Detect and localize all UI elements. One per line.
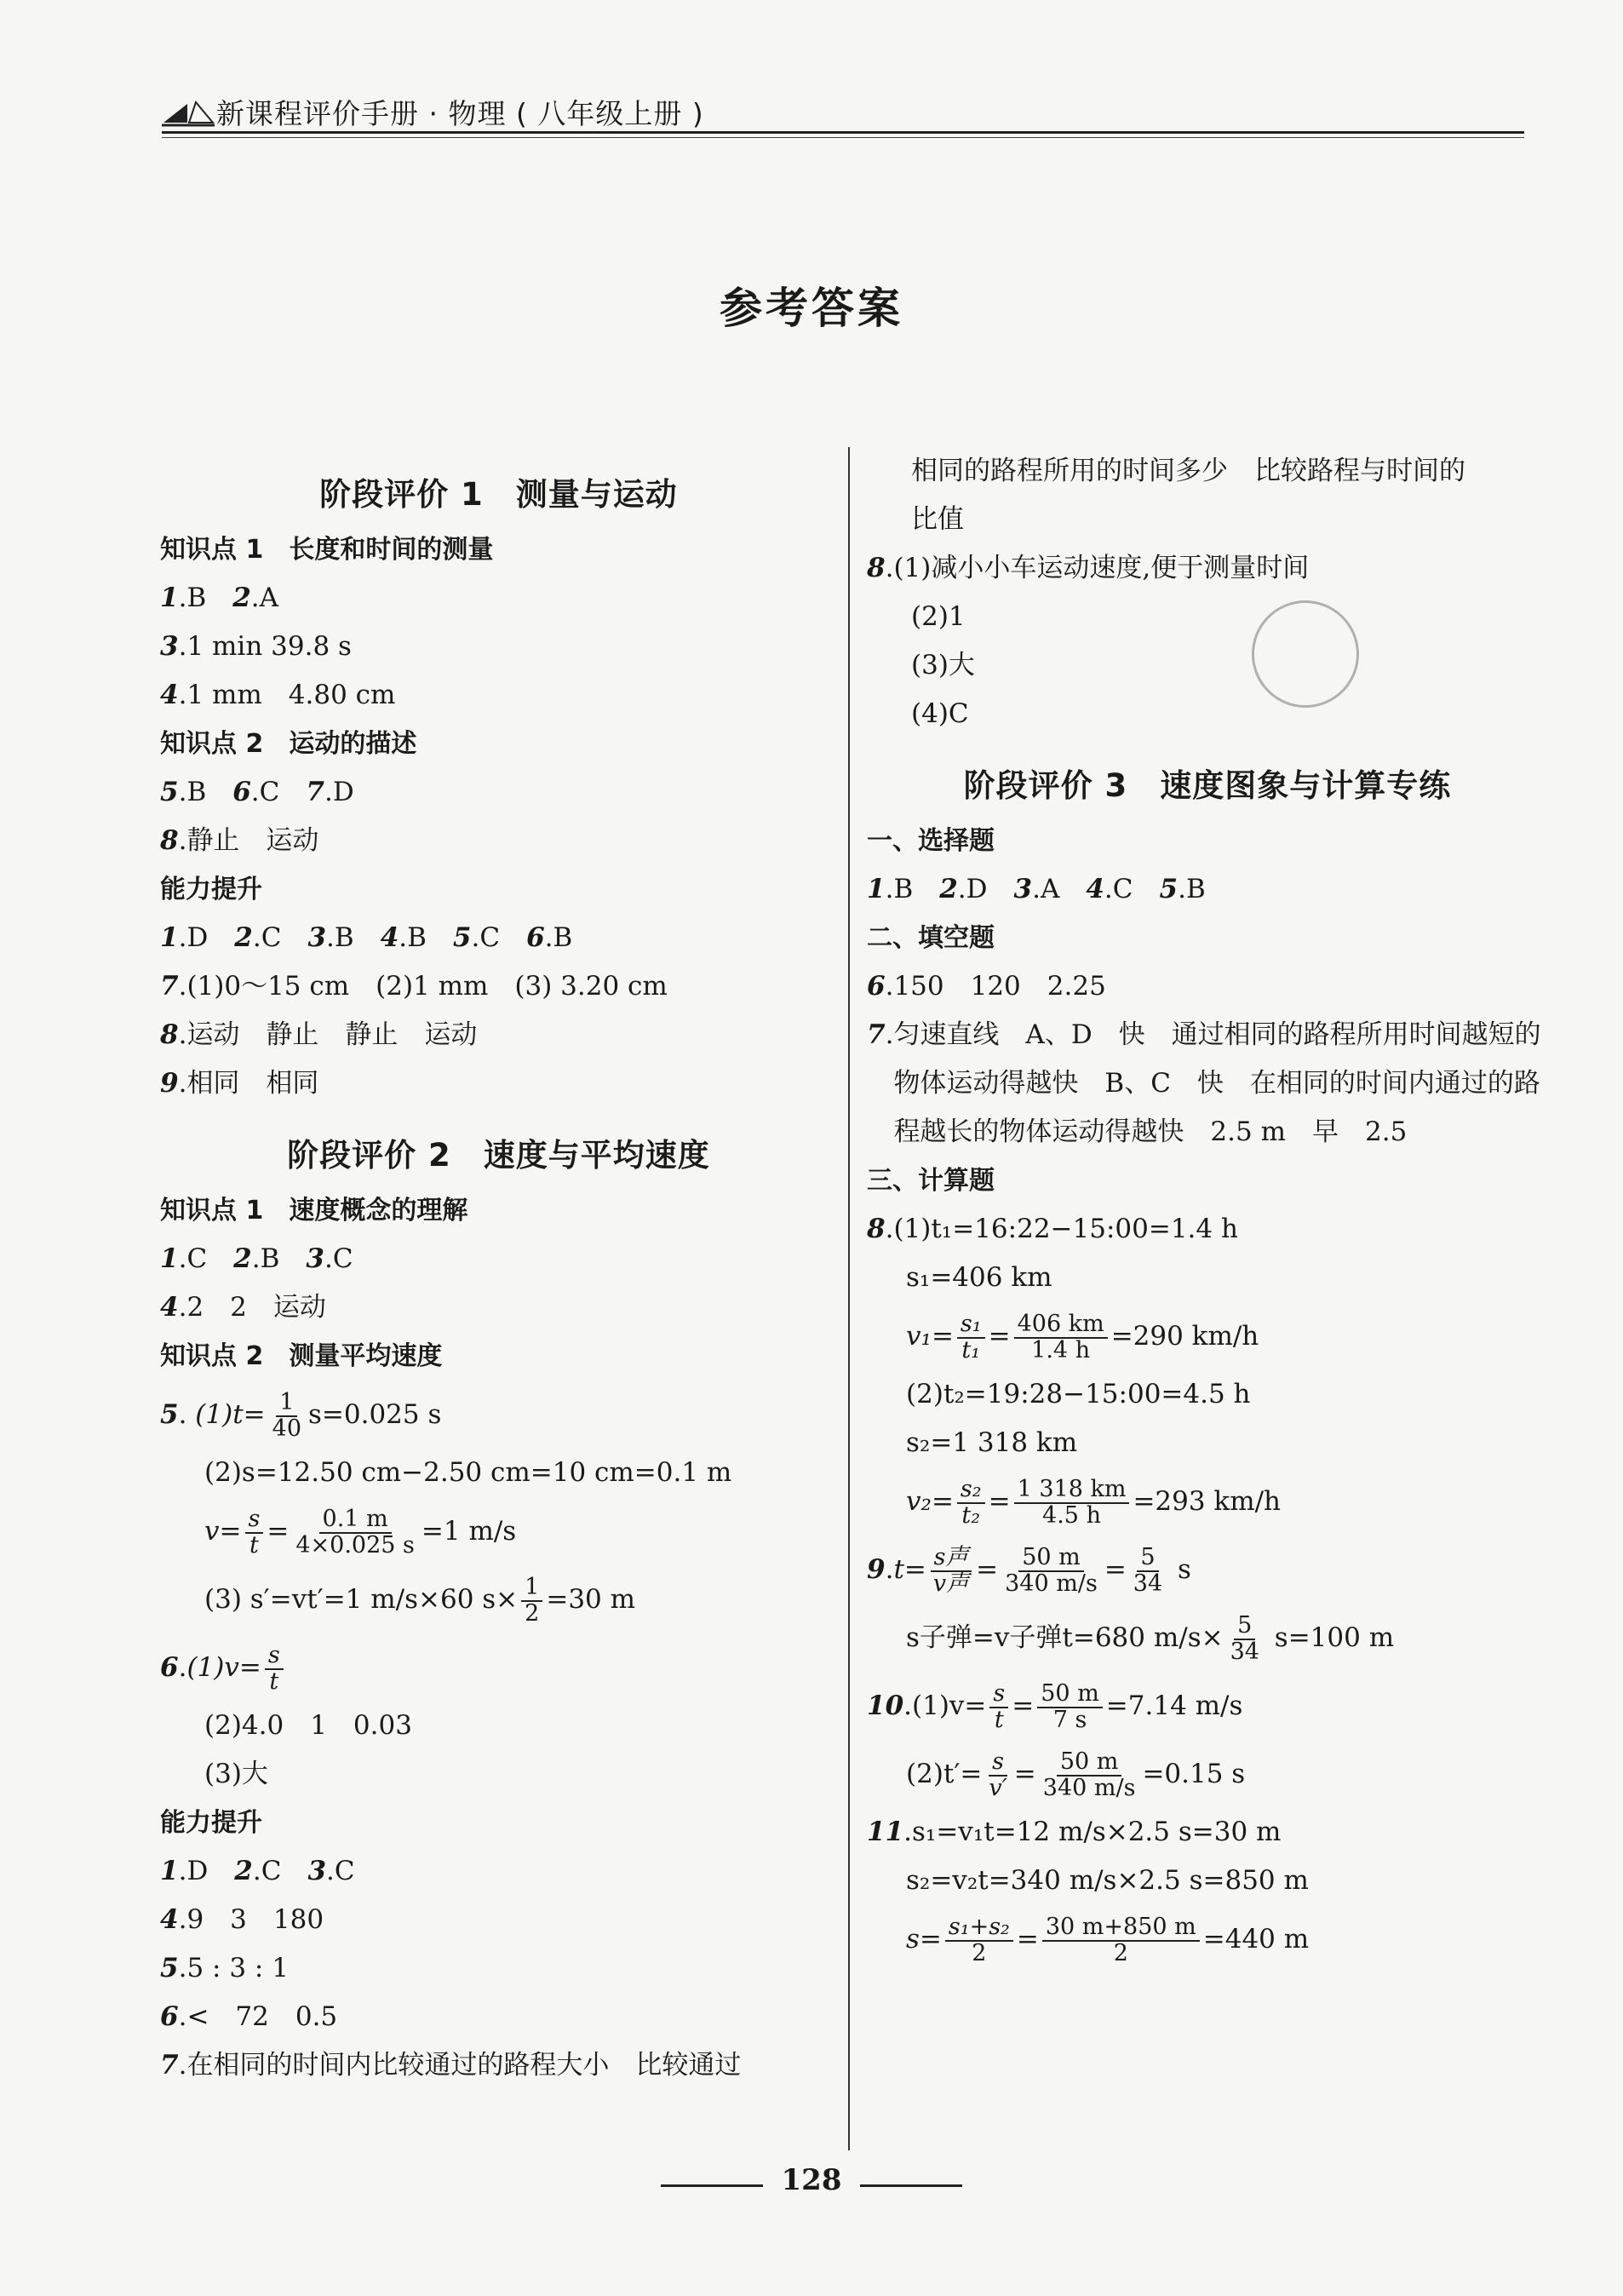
answer-line: 1.B 2.D 3.A 4.C 5.B [867,874,1206,904]
answer-line: (4)C [911,698,969,729]
answer-line: 4.1 mm 4.80 cm [160,680,396,710]
question-type-heading: 一、选择题 [867,826,995,856]
answer-line: 8.运动 静止 静止 运动 [160,1019,478,1050]
section-title: 阶段评价 2 速度与平均速度 [287,1137,710,1174]
answer-line: 9.t= s声 v声 = $\frac{50 m}{340 m/s}$ = $\frac{5}{34}$ s [867,1544,1191,1597]
left-column [160,447,837,2090]
answer-line: s= $\frac{\text{s₁+s₂}}{2}$ = $\frac{30 m+850 m}{2}$ =440 m [906,1914,1310,1966]
answer-line: s子弹=v子弹t=680 m/s× $\frac{5}{34}$ s=100 m [906,1612,1395,1665]
answer-line: s₁=406 km [906,1262,1052,1293]
answer-line: 10.(1)v= $\frac{s}{t}$ = $\frac{50 m}{7 s}$ =7.14 m/s [867,1680,1243,1733]
knowledge-point-heading: 知识点 2 测量平均速度 [160,1341,443,1371]
answer-line: (2)1 [911,601,966,632]
answer-line: v₂= $\frac{\text{s₂}}{\text{t₂}}$ = $\frac{1 318 km}{4.5 h}$ =293 km/h [906,1476,1282,1529]
answer-line: 比值 [911,504,964,535]
header-rule-thin [162,137,1524,138]
answer-line: 7.在相同的时间内比较通过的路程大小 比较通过 [160,2050,742,2081]
answer-line: (2)t′= $\frac{s}{v'}$ = $\frac{50 m}{340 m/s}$ =0.15 s [906,1748,1246,1801]
section-title: 阶段评价 3 速度图象与计算专练 [963,767,1452,804]
answer-line: 1.C 2.B 3.C [160,1243,353,1274]
ornament-right-icon [860,2184,962,2187]
question-type-heading: 三、计算题 [867,1166,995,1196]
knowledge-point-heading: 知识点 1 长度和时间的测量 [160,535,494,565]
answer-line: v₁= $\frac{\text{s₁}}{\text{t₁}}$ = $\frac{406 km}{1.4 h}$ =290 km/h [906,1311,1259,1363]
answer-line: 5.B 6.C 7.D [160,777,354,807]
answer-line: 7.(1)0～15 cm (2)1 mm (3) 3.20 cm [160,971,668,1002]
column-divider [848,447,850,2150]
answer-line: 8.静止 运动 [160,825,319,856]
ornament-left-icon [661,2184,763,2187]
answer-line: 6.< 72 0.5 [160,2001,338,2032]
knowledge-point-heading: 知识点 2 运动的描述 [160,729,417,759]
answer-line: 11.s₁=v₁t=12 m/s×2.5 s=30 m [867,1817,1282,1847]
page-number: 128 [781,2163,842,2197]
answer-line: (3)大 [204,1759,268,1789]
answer-line: 1.B 2.A [160,583,279,613]
answer-line: (3)大 [911,650,975,680]
answer-line: 6.(1)v= $\frac{s}{t}$ [160,1633,837,1702]
answer-line: 1.D 2.C 3.C [160,1856,355,1886]
question-type-heading: 二、填空题 [867,923,995,953]
page-title: 参考答案 [720,284,903,333]
ability-heading: 能力提升 [160,1808,262,1838]
page-header [162,89,1524,135]
answer-line: 7 . 匀速直线 A、D 快 通过相同的路程所用时间越短的物体运动得越快 B、C 快 在相同的时间内通过的路程越长的物体运动得越快 2.5 m 早 2.5 [867,1019,1541,1147]
answer-line: 9.相同 相同 [160,1068,319,1099]
answer-line: 相同的路程所用的时间多少 比较路程与时间的 [911,456,1465,486]
answer-line: 1.D 2.C 3.B 4.B 5.C 6.B [160,922,573,953]
right-column [867,447,1548,1973]
answer-line: 3.1 min 39.8 s [160,631,352,662]
answer-line: (3) s′=vt′=1 m/s×60 s× $\frac{1}{2}$ =30 m [204,1574,636,1627]
ability-heading: 能力提升 [160,875,262,904]
answer-line: (2)s=12.50 cm−2.50 cm=10 cm=0.1 m [204,1457,732,1488]
answer-line: 5.5 : 3 : 1 [160,1953,289,1983]
book-logo-icon [162,97,215,128]
header-title: 新课程评价手册 · 物理 ( 八年级上册 ) [216,97,704,130]
answer-line: 5. (1)t= $\frac{1}{40}$ s=0.025 s [160,1389,442,1442]
answer-line: 8.(1)t₁=16:22−15:00=1.4 h [867,1214,1238,1244]
knowledge-point-heading: 知识点 1 速度概念的理解 [160,1196,468,1225]
section-title: 阶段评价 1 测量与运动 [319,476,678,513]
answer-line: v= $\frac{s}{t}$ = $\frac{0.1 m}{4\times 0.025 s}$ =1 m/s [204,1506,517,1558]
page-footer [0,2163,1623,2197]
answer-line: s₂=v₂t=340 m/s×2.5 s=850 m [906,1865,1309,1896]
answer-line: 4.2 2 运动 [160,1292,326,1323]
answer-line: 4.9 3 180 [160,1904,324,1935]
answer-line: (2)4.0 1 0.03 [204,1710,412,1741]
answer-line: 8.(1)减小小车运动速度,便于测量时间 [867,553,1310,583]
header-rule [162,131,1524,134]
answer-line: s₂=1 318 km [906,1427,1078,1458]
answer-line: (2)t₂=19:28−15:00=4.5 h [906,1379,1251,1409]
answer-line: 6.150 120 2.25 [867,971,1106,1002]
